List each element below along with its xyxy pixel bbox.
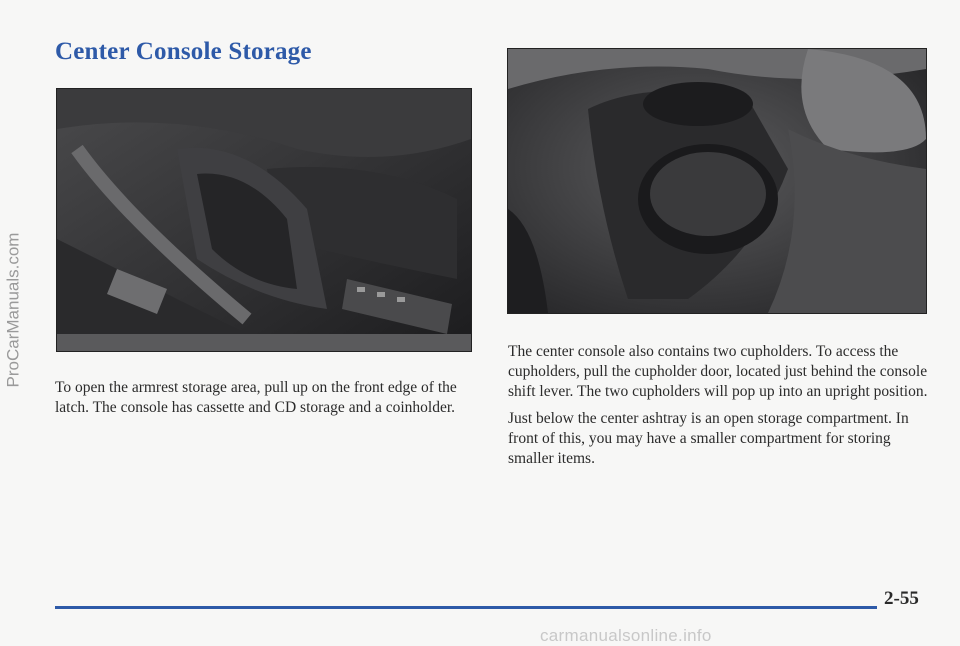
- paragraph: Just below the center ashtray is an open storage compartment. In front of this, you may have a smaller compartment for storing smaller items.: [508, 410, 909, 467]
- page-number: 2-55: [884, 588, 919, 609]
- cupholder-photo: [507, 48, 927, 314]
- side-watermark: [2, 160, 24, 460]
- armrest-storage-text: [55, 378, 465, 425]
- section-title: Center Console Storage: [55, 38, 312, 65]
- cupholder-text: [508, 342, 928, 476]
- side-watermark-text: ProCarManuals.com: [3, 232, 23, 388]
- bottom-watermark: carmanualsonline.info: [540, 626, 712, 645]
- footer-rule: [55, 606, 877, 609]
- paragraph: The center console also contains two cupholders. To access the cupholders, pull the cupholder door, located just behind the console shift lever. The two cupholders will pop up into an upright position.: [508, 343, 928, 400]
- console-armrest-photo: [56, 88, 472, 352]
- paragraph: To open the armrest storage area, pull up on the front edge of the latch. The console has cassette and CD storage and a coinholder.: [55, 379, 457, 416]
